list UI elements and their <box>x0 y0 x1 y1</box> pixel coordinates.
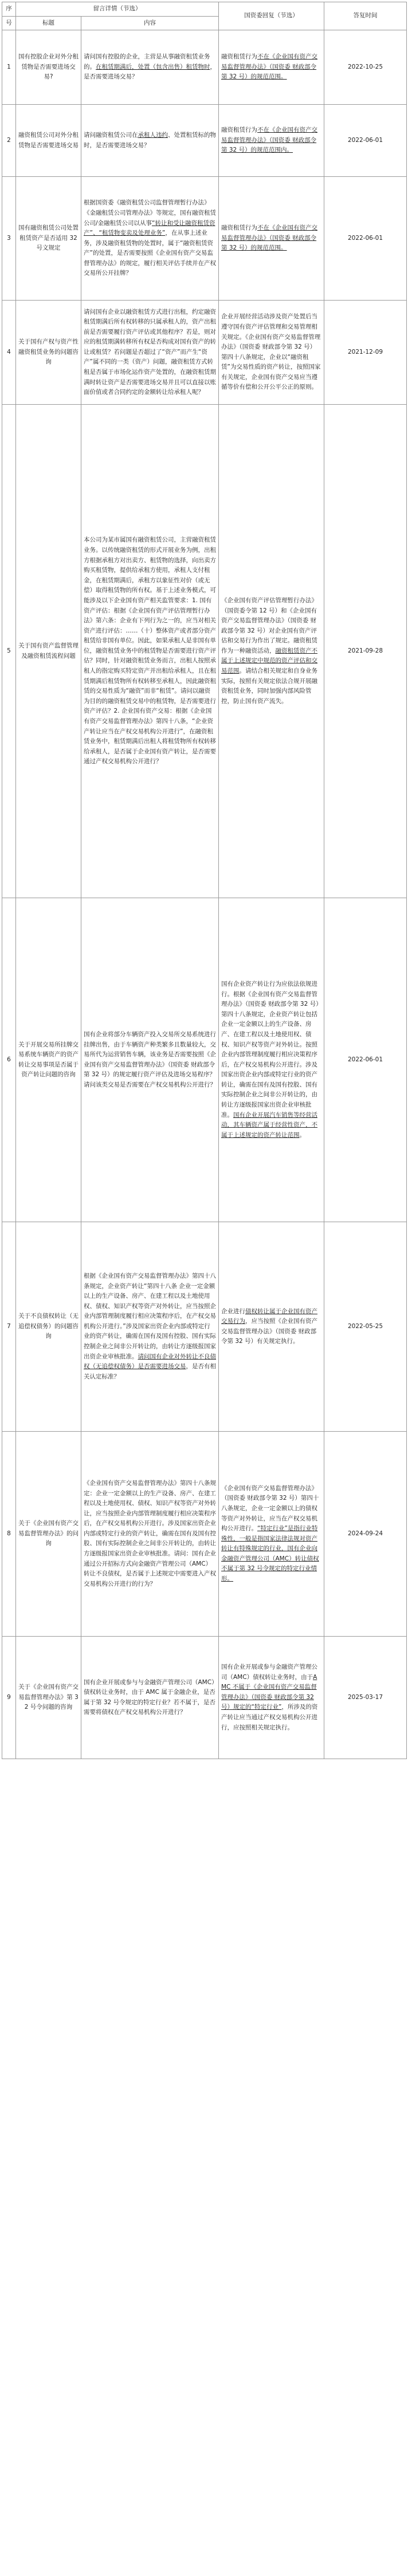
row-content <box>81 1432 219 1637</box>
table-row <box>2 898 407 1222</box>
row-date: 2025-03-17 <box>324 1637 407 1759</box>
text-segment: 根据《企业国有资产交易监督管理办法》第四十八条规定，企业资产转让“第四十八条 企业一定金额以上的生产设备、房产、在建工程以及土地使用权、债权、知识产权等资产对外转让，应当按照企业内部管理制度履行相应决策程序后，在产权交易机构公开进行。”涉及国家出资企业内部或特定行业的资产转让，确需在国有及国有控股、国有实际控制企业之间非公开转让的，由转让方逐级报国家出资企业审核批准。 <box>84 1272 216 1360</box>
table-row <box>2 1222 407 1432</box>
text-segment: 根据国资委《融资租赁公司监督管理暂行办法》《金融租赁公司管理办法》等规定，国有融资租赁公司/金融租赁公司以从事 <box>84 199 216 227</box>
text-segment: 。请结合相关规定和自身业务实际，按照有关规定依法合规开展融资租赁业务，同时加强内部风险管控，防止国有资产流失。 <box>221 667 317 705</box>
header-content: 内容 <box>81 16 219 30</box>
text-segment: 、处置租赁标的物时，是否需要进场交易？ <box>84 132 216 149</box>
row-number: 5 <box>2 405 16 898</box>
row-number: 8 <box>2 1432 16 1637</box>
underlined-text: “转让和受让融资租赁资产”、“租赁物变卖及处理业务” <box>84 219 215 237</box>
table-row <box>2 1637 407 1759</box>
header-reply-date: 答复时间 <box>324 2 407 30</box>
row-number: 1 <box>2 30 16 105</box>
row-date: 2022-10-25 <box>324 30 407 105</box>
text-segment: 企业开展经营活动涉及资产处置后当遵守国有资产评估管理和交易管理相关规定。《企业国有资产交易监督管理办法》（国资委 财政部令第 32 号）第四十八条规定，企业以“融资租赁”为交易性质的资产转让，按照国家有关规定，企业国有资产交易应当遵循等价有偿和公开公平公正的原则。 <box>221 313 321 391</box>
row-date: 2021-12-09 <box>324 301 407 405</box>
table-row <box>2 1432 407 1637</box>
header-title: 标题 <box>16 16 81 30</box>
row-number: 3 <box>2 177 16 301</box>
row-date: 2024-09-24 <box>324 1432 407 1637</box>
row-reply <box>219 405 324 898</box>
text-segment: 国有企业将部分车辆资产投入交易所交易系统进行挂牌出售，由于车辆资产种类繁多且数量较大，交易所代为运营销售车辆，该业务是否需要按照《企业国有资产交易监督管理办法》（国资委 财政部令第 32 号）的规定履行资产评估及进场交易程序？请问该类交易是否需要在产权交易机构公开进行？ <box>84 1030 216 1088</box>
row-date: 2022-06-01 <box>324 105 407 177</box>
row-title: 融资租赁公司对外分租赁物是否需要进场交易 <box>16 105 81 177</box>
row-title: 关于《企业国有资产交易监督管理办法》的问询 <box>16 1432 81 1637</box>
text-segment: ，所涉及的资产转让应当通过产权交易机构公开进行，应按照相关规定执行。 <box>221 1704 318 1731</box>
text-segment: 《企业国有资产交易监督管理办法》第四十八条规定：企业一定金额以上的生产设备、房产、在建工程以及土地使用权、债权、知识产权等资产对外转让，应当按照企业内部管理制度履行相应决策程序后，在产权交易机构公开进行。涉及国家出资企业内部或特定行业的资产转让，确需在国有及国有控股、国有实际控制企业之间非公开转让的，由转让方逐级报国家出资企业审核批准。请问：国有企业通过公开招标方式向金融资产管理公司（AMC）转让不良债权，是否属于上述规定中需要进入产权交易机构公开进行的行为？ <box>84 1479 216 1587</box>
underlined-text: 融资租赁资产不属于上述规定中规范的资产评估和交易范围 <box>221 647 317 675</box>
row-number: 7 <box>2 1222 16 1432</box>
row-title: 国有控股企业对外分租赁物是否需要进场交易? <box>16 30 81 105</box>
underlined-text: 不在《企业国有资产交易监督管理办法》（国资委 财政部令第 32 号）的规范范围内。 <box>221 127 317 154</box>
row-title: 国有融资租赁公司处置租赁资产是否适用 32 号文规定 <box>16 177 81 301</box>
header-message-detail: 留言详情（节选） <box>16 2 219 17</box>
text-segment: ，在从事上述业务，涉及融资租赁物的处置时，属于“融资租赁资产”的处置，是否需要按照《企业国有资产交易监督管理办法》的规定，履行相关评估手续并在产权交易所公开挂牌？ <box>84 230 216 277</box>
row-reply <box>219 105 324 177</box>
text-segment: ，是否有相关认定标准？ <box>84 1363 216 1380</box>
row-content <box>81 898 219 1222</box>
text-segment: 请问融资租赁公司在 <box>84 132 138 139</box>
row-number: 2 <box>2 105 16 177</box>
table-row <box>2 405 407 898</box>
row-title: 关于开展交易所挂牌交易系统车辆资产的资产转让交易事项是否属于资产转让问题的咨询 <box>16 898 81 1222</box>
row-title: 关于国有产权与资产性融资租赁业务的问题咨询 <box>16 301 81 405</box>
row-content <box>81 1222 219 1432</box>
underlined-text: “特定行业”是指行业特殊性，一般是指国家法律法规对资产转让有特殊规定的行业，国有企业向金融资产管理公司（AMC）转让债权不属于第 32 号令规定的特定行业情形。 <box>221 1525 319 1583</box>
row-content <box>81 177 219 301</box>
underlined-text: 承租人违约 <box>138 132 168 139</box>
message-reply-table <box>2 2 407 1759</box>
text-segment: 本公司为某市属国有融资租赁公司，主营融资租赁业务。以传统融资租赁的形式开展业务为例，出租方根据承租方对出卖方、租赁物的选择，向出卖方购买租赁物，提供给承租方使用，承租人支付租金，在租赁期满后，承租方以象征性对价（或无偿）取得租赁物的所有权。基于上述业务模式，可能涉及以下企业国有资产相关监管要求：1. 国有资产评估：根据《企业国有资产评估管理暂行办法》第六条：企业有下列行为之一的，应当对相关资产进行评估：……（十）整体资产或者部分资产租赁给非国有单位。因此，如果承租人是非国有单位，融资租赁业务中的租赁物是否需要进行资产评估？同时，针对融资租赁业务而言，出租人按照承租人的指定购买特定资产并出租给承租人，且在租赁期满后租赁物所有权转移至承租人，因此融资租赁的交易性质为“融资”而非“租赁”。请问以融资为目的的融资租赁交易中的租赁物，是否需要进行资产评估？2. 企业国有资产交易：根据《企业国有资产交易监督管理办法》第四十八条，“企业资产转让应当在产权交易机构公开进行”，在融资租赁业务中，租赁期满后出租人将租赁物所有权转移给承租人，是否属于企业国有资产转让，是否需要通过产权交易机构公开进行？ <box>84 536 216 765</box>
row-reply <box>219 30 324 105</box>
underlined-text: 国有企业开展汽车销售等经营活动，其车辆资产属于经营性资产，不属于上述规定的资产转让范围 <box>221 1111 317 1139</box>
underlined-text: 债权转让属于企业国有资产交易行为 <box>221 1307 317 1325</box>
text-segment: 国有企业开展或参与金融资产管理公司（AMC）债权转让业务时，由于 <box>221 1664 317 1681</box>
row-reply <box>219 1222 324 1432</box>
underlined-text: AMC 不属于《企业国有资产交易监督管理办法》（国资委 财政部令第 32 号）规定的“特定行业” <box>221 1673 317 1711</box>
header-number-top: 序 <box>2 2 16 17</box>
text-segment: 。 <box>299 1131 305 1139</box>
text-segment: 请问国有控股的企业，主营是从事融资租赁业务的。 <box>84 53 210 70</box>
row-title: 关于《企业国有资产交易监督管理办法》第 32 号令问题的咨询 <box>16 1637 81 1759</box>
row-reply <box>219 177 324 301</box>
text-segment: 国有企业开展或参与与金融资产管理公司（AMC）债权转让业务时，由于 AMC 属于金融企业，是否属于第 32 号令规定的特定行业？若不属于，是否需要将债权在产权交易机构公开进行？ <box>84 1678 216 1716</box>
table-row <box>2 105 407 177</box>
row-date: 2022-05-25 <box>324 1222 407 1432</box>
underlined-text: 不在《企业国有资产交易监督管理办法》（国资委 财政部令第 32 号）的规范范围。 <box>221 224 317 252</box>
table-row <box>2 301 407 405</box>
underlined-text: 请问国有企业对外转让不良债权（无追偿权债务）是否需要进场交易 <box>84 1353 216 1370</box>
row-reply <box>219 898 324 1222</box>
text-segment: 《企业国有资产评估管理暂行办法》（国资委令第 12 号）和《企业国有资产交易监督管理办法》（国资委 财政部令第 32 号）对企业国有资产评估和交易行为作出了规定。融资租赁作为一种融资活动， <box>221 596 317 654</box>
text-segment: 《企业国有资产交易监督管理办法》（国资委 财政部令第 32 号）第四十八条规定，企业一定金额以上的债权等资产对外转让，应当在产权交易机构公开进行。 <box>221 1484 319 1532</box>
text-segment: 请问国有企业以融资租赁方式进行出租，约定融资租赁期满后所有权转移的只属承租人的，资产出租前是否需要履行资产评估或其他程序？若是，则对应的租赁期满转移所有权是否构成对国有资产的转让或租赁？若问题是否超过了“资产”而产生“资产”属不同的一类（资产）问题，融资租赁方式转租是否属于市场化运作资产处置的，在融资租赁期满时转让资产是否需要进场交易并且可以直接以账面价值或者合同约定的金额转让给承租人呢？ <box>84 308 216 396</box>
row-reply <box>219 1637 324 1759</box>
row-content <box>81 405 219 898</box>
row-reply <box>219 1432 324 1637</box>
text-segment: 融资租赁行为 <box>221 53 257 61</box>
row-number: 9 <box>2 1637 16 1759</box>
row-number: 4 <box>2 301 16 405</box>
table-header-row-top <box>2 2 407 17</box>
row-content <box>81 30 219 105</box>
underlined-text: 不在《企业国有资产交易监督管理办法》（国资委 财政部令第 32 号）的规范范围。 <box>221 53 317 81</box>
header-reply: 国资委回复（节选） <box>219 2 324 30</box>
row-number: 6 <box>2 898 16 1222</box>
text-segment: 企业进行 <box>221 1307 245 1315</box>
row-content <box>81 1637 219 1759</box>
table-row <box>2 177 407 301</box>
row-date: 2022-06-01 <box>324 898 407 1222</box>
table-row <box>2 30 407 105</box>
row-title: 关于国有资产监督管理及融资租赁流程问题 <box>16 405 81 898</box>
row-content <box>81 105 219 177</box>
row-date: 2022-06-01 <box>324 177 407 301</box>
row-reply <box>219 301 324 405</box>
row-title: 关于不良债权转让（无追偿权债务）的问题咨询 <box>16 1222 81 1432</box>
text-segment: ，是否需要进场交易？ <box>84 63 216 81</box>
text-segment: 国有企业资产转让行为应依法依规进行。根据《企业国有资产交易监督管理办法》（国资委 财政部令第 32 号）第四十八条规定，企业资产转让包括企业一定金额以上的生产设备、房产、在建工程以及土地使用权、债权、知识产权等资产对外转让。按照企业内部管理制度履行相应决策程序后，在产权交易机构公开进行。涉及国家出资企业内部或特定行业的资产转让，确需在国有及国有控股、国有实际控制企业之间非公开转让的，由转让方逐级报国家出资企业审核批准。 <box>221 980 319 1119</box>
row-date: 2021-09-28 <box>324 405 407 898</box>
row-content <box>81 301 219 405</box>
text-segment: ，应当按照《企业国有资产交易监督管理办法》（国资委 财政部令第 32 号）有关规定执行。 <box>221 1318 317 1345</box>
underlined-text: 在租赁期满后，处置（包含出售）租赁物时 <box>96 63 210 70</box>
header-number-bottom: 号 <box>2 16 16 30</box>
text-segment: 融资租赁行为 <box>221 224 257 232</box>
text-segment: 融资租赁行为 <box>221 127 257 134</box>
